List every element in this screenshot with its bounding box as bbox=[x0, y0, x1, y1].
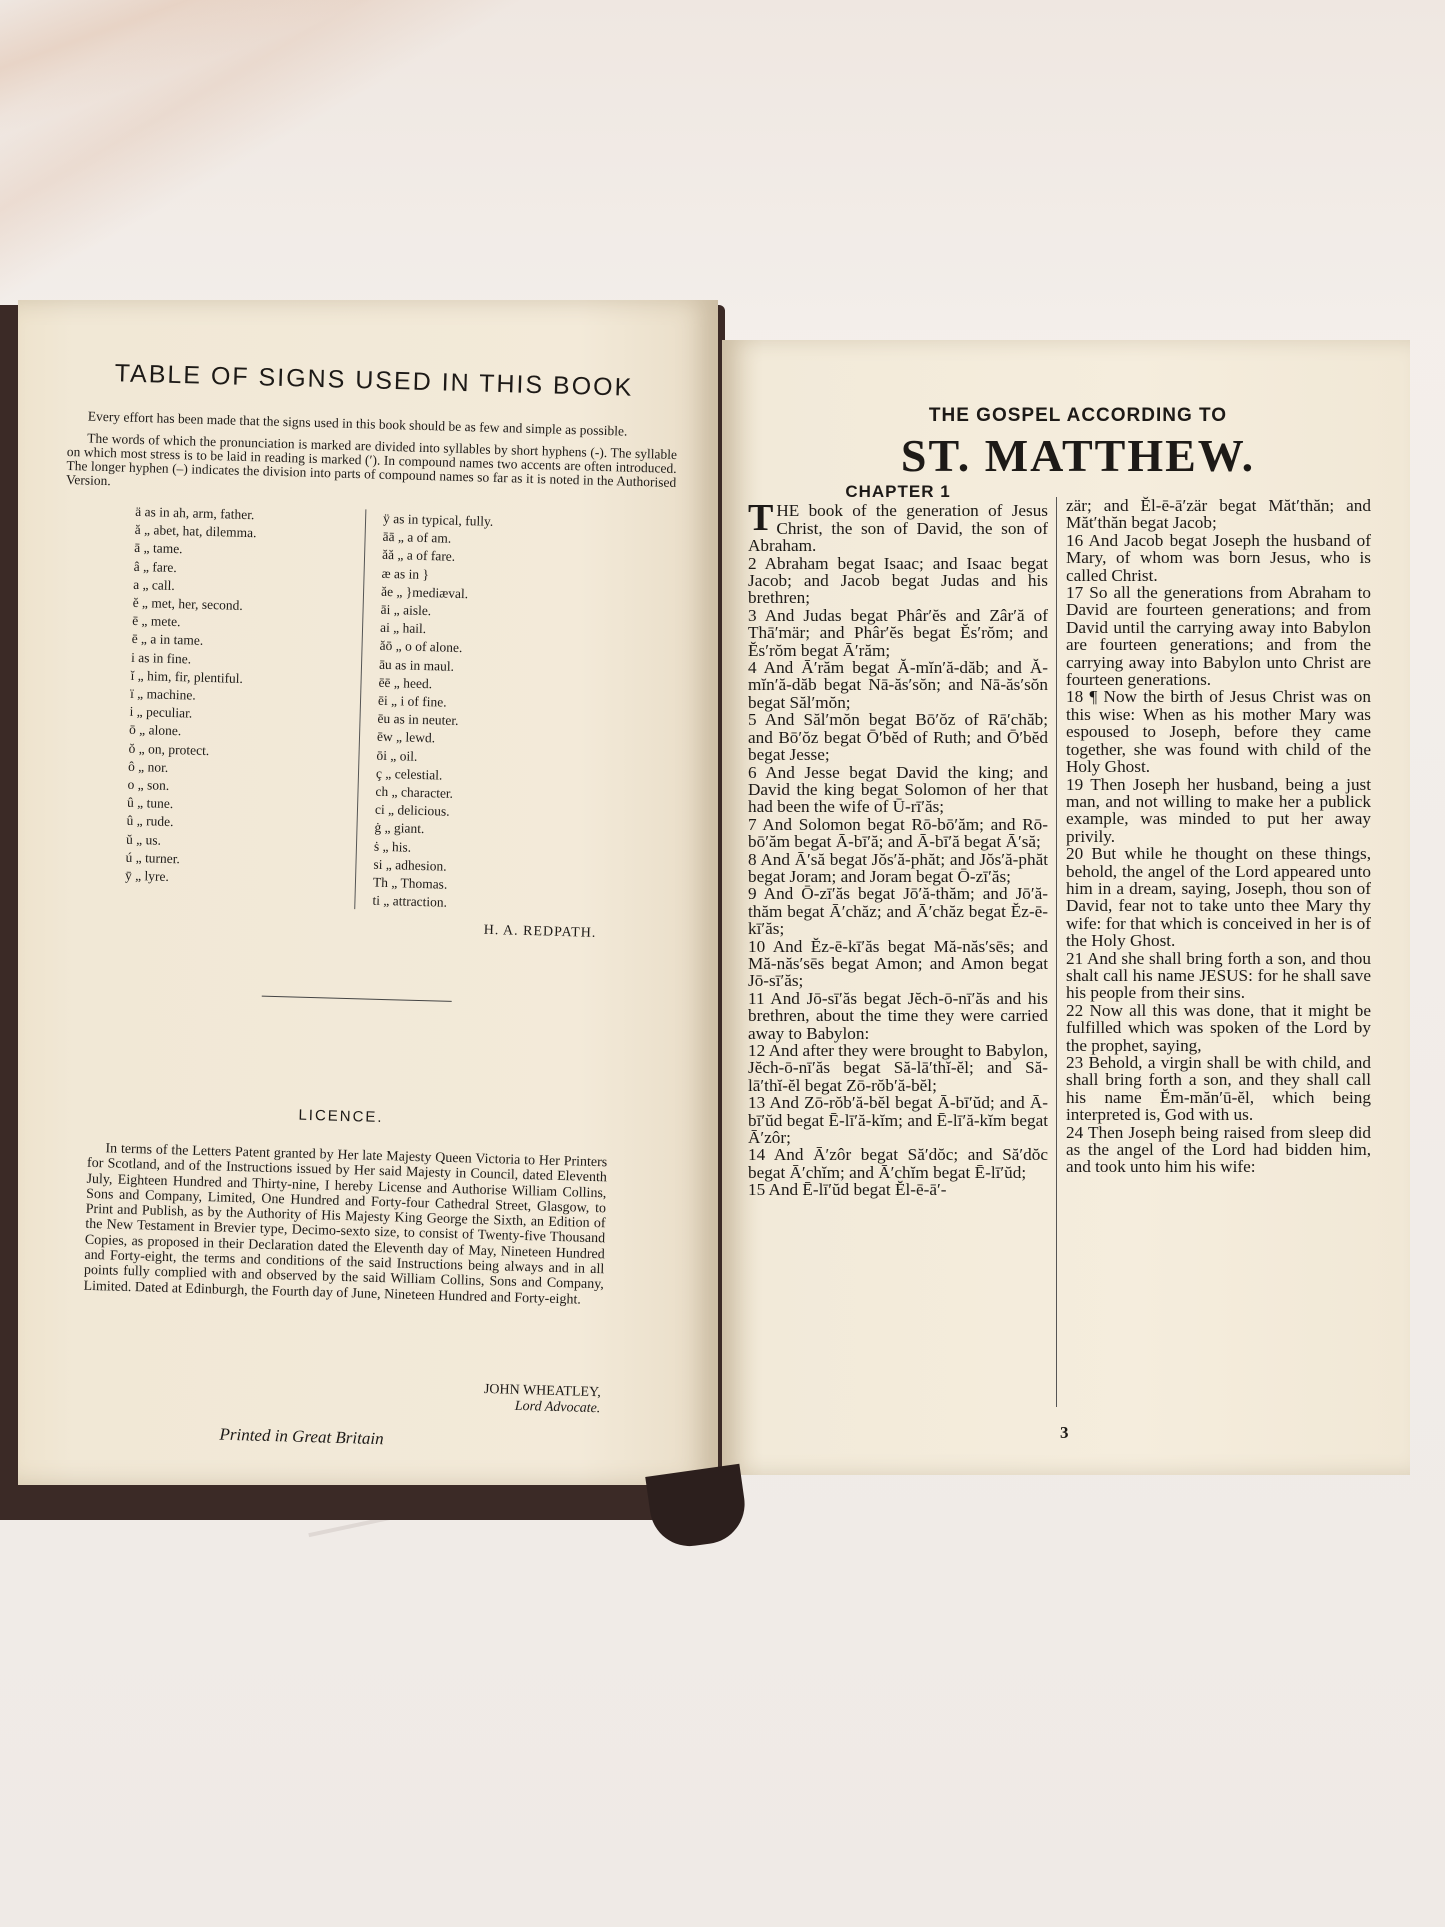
sign-entry: ōi „ oil. bbox=[376, 747, 418, 764]
verse bbox=[748, 497, 1048, 556]
verse: 5 And Săl′mŏn begat Bō′ŏz of Rā′chăb; and Bō′ŏz begat Ō′bĕd of Ruth; and Ō′bĕd begat Jesse; bbox=[748, 710, 1048, 765]
sign-entry: ēē „ heed. bbox=[378, 674, 433, 692]
sign-entry: ā „ tame. bbox=[134, 540, 183, 557]
verse: 11 And Jō-sī′ăs begat Jĕch-ō-nī′ăs and his brethren, about the time they were carried away to Babylon: bbox=[748, 988, 1048, 1043]
verse: 20 But while he thought on these things, behold, the angel of the Lord appeared unto him in a dream, saying, Joseph, thou son of David, fear not to take unto thee Mary thy wife: for that which is conceived in her is of the Holy Ghost. bbox=[1066, 844, 1371, 951]
sign-entry: ô „ nor. bbox=[127, 758, 169, 775]
column-1-verses bbox=[748, 497, 1048, 1200]
sign-entry: āi „ aisle. bbox=[380, 601, 432, 619]
verse: 23 Behold, a virgin shall be with child, and shall bring forth a son, and they shall call his name Ĕm-măn′ū-ĕl, which being interpreted is, God with us. bbox=[1066, 1053, 1371, 1125]
sign-entry: æ as in } bbox=[381, 565, 430, 582]
licence-signer bbox=[400, 1380, 601, 1418]
bookmark-ribbon bbox=[645, 1464, 750, 1551]
sign-entry: ēw „ lewd. bbox=[376, 729, 436, 746]
verse: 19 Then Joseph her husband, being a just man, and not willing to make her a publick example, was minded to put her away privily. bbox=[1066, 774, 1371, 846]
verse: 9 And Ō-zī′ăs begat Jō′ă-thăm; and Jō′ă-thăm begat Ā′chăz; and Ā′chăz begat Ĕz-ē-kī′ăs; bbox=[748, 884, 1048, 939]
sign-entry: ci „ delicious. bbox=[374, 801, 450, 820]
verse-text: HE book of the generation of Jesus Christ, the son of David, the son of Abraham. bbox=[748, 501, 1048, 556]
drop-cap: T bbox=[748, 497, 774, 540]
sign-entry: ĕ „ met, her, second. bbox=[132, 594, 243, 613]
gospel-heading: THE GOSPEL ACCORDING TO bbox=[928, 405, 1228, 426]
signs-column-left bbox=[125, 503, 366, 892]
sign-entry: ÿ as in typical, fully. bbox=[382, 510, 494, 529]
verse: 4 And Ā′răm begat Ă-mĭn′ă-dăb; and Ă-mĭn′ă-dăb begat Nā-ăs′sŏn; and Nā-ăs′sŏn begat Săl′mŏn; bbox=[748, 658, 1048, 712]
verse: zär; and Ĕl-ē-ā′zär begat Măt′thăn; and Măt′thăn begat Jacob; bbox=[1066, 496, 1371, 533]
signer-name: JOHN WHEATLEY, bbox=[483, 1381, 602, 1401]
sign-entry: ŏ „ on, protect. bbox=[128, 740, 210, 758]
sign-entry: ă „ abet, hat, dilemma. bbox=[134, 522, 257, 541]
verse: 16 And Jacob begat Joseph the husband of Mary, of whom was born Jesus, who is called Christ. bbox=[1066, 530, 1371, 585]
licence-text: In terms of the Letters Patent granted by Her late Majesty Queen Victoria to Her Printers for Scotland, and of the Instructions issued by Her said Majesty in Council, dated Eleventh July, Eighteen Hundred and Thirty-nine, I hereby License and Authorise William Collins, Sons and Company, Limited, One Hundred and Forty-four Cathedral Street, Glasgow, to Print and Publish, as by the Authority of His Majesty King George the Sixth, an Edition of the New Testament in Brevier type, Decimo-sexto size, to consist of Twenty-five Thousand Copies, as proposed in their Declaration dated the Eleventh day of May, Nineteen Hundred and Forty-eight, the terms and conditions of the said Instructions being always and in all points fully complied with and observed by the said William Collins, Sons and Company, Limited. Dated at Edinburgh, the Fourth day of June, Nineteen Hundred and Forty-eight. bbox=[83, 1141, 608, 1308]
column-2 bbox=[1066, 497, 1371, 1176]
printed-note: Printed in Great Britain bbox=[219, 1424, 384, 1449]
verse: 18 ¶ Now the birth of Jesus Christ was on this wise: When as his mother Mary was espoused to Joseph, before they came together, she was found with child of the Holy Ghost. bbox=[1066, 687, 1371, 777]
sign-entry: ē „ a in tame. bbox=[131, 631, 204, 649]
verse: 2 Abraham begat Isaac; and Isaac begat Jacob; and Jacob begat Judas and his brethren; bbox=[748, 553, 1048, 608]
sign-entry: ēi „ i of fine. bbox=[377, 692, 447, 710]
verse: 7 And Solomon begat Rō-bō′ăm; and Rō-bō′ăm begat Ā-bī′ă; and Ā-bī′ă begat Ā′să; bbox=[748, 814, 1048, 852]
sign-entry: i „ peculiar. bbox=[129, 704, 193, 721]
book-title: ST. MATTHEW. bbox=[900, 430, 1256, 481]
right-page-content bbox=[748, 405, 1388, 1442]
sign-entry: ēu as in neuter. bbox=[377, 710, 459, 729]
sign-entry: ȳ „ lyre. bbox=[124, 867, 170, 885]
sign-entry: ç „ celestial. bbox=[375, 765, 443, 783]
verse: 10 And Ĕz-ē-kī′ăs begat Mă-năs′sēs; and Mă-năs′sēs begat Amon; and Amon begat Jō-sī′ăs; bbox=[748, 936, 1048, 991]
column-1 bbox=[748, 483, 1048, 1199]
sign-entry: ú „ turner. bbox=[125, 849, 181, 867]
sign-entry: ē „ mete. bbox=[131, 613, 181, 630]
left-page-content bbox=[53, 340, 679, 1449]
sign-entry: ăă „ a of fare. bbox=[381, 547, 456, 565]
signs-table bbox=[53, 501, 675, 948]
sign-entry: ō „ alone. bbox=[128, 722, 182, 739]
sign-entry: û „ rude. bbox=[126, 813, 174, 830]
sign-entry: ï „ machine. bbox=[129, 685, 196, 703]
signer-role: Lord Advocate. bbox=[514, 1398, 601, 1417]
licence-title: LICENCE. bbox=[298, 1106, 384, 1127]
chapter-heading: CHAPTER 1 bbox=[845, 482, 951, 501]
sign-entry: ăō „ o of alone. bbox=[379, 638, 463, 656]
sign-entry: ġ „ giant. bbox=[374, 820, 425, 837]
page-title: TABLE OF SIGNS USED IN THIS BOOK bbox=[114, 359, 634, 402]
verse: 21 And she shall bring forth a son, and thou shalt call his name JESUS: for he shall save his people from their sins. bbox=[1066, 948, 1371, 1003]
sign-entry: ṡ „ his. bbox=[373, 838, 412, 855]
verse: 14 And Ā′zôr begat Să′dŏc; and Să′dŏc begat Ā′chĭm; and Ā′chĭm begat Ē-lī′ŭd; bbox=[748, 1145, 1048, 1182]
verse: 8 And Ā′să begat Jŏs′ă-phăt; and Jŏs′ă-phăt begat Joram; and Joram begat Ō-zī′ăs; bbox=[748, 849, 1048, 886]
intro-paragraph: The words of which the pronunciation is marked are divided into syllables by short hyphens (-). The syllable on which most stress is to be laid in reading is marked (′). In compound names two accents are often introduced. The longer hyphen (–) indicates the division into parts of compound names so far as it is noted in the Authorised Version. bbox=[65, 430, 678, 490]
sign-entry: si „ adhesion. bbox=[373, 856, 447, 874]
column-divider bbox=[1056, 497, 1057, 1407]
signs-column-right bbox=[372, 510, 623, 917]
verse: 15 And Ē-lī′ŭd begat Ĕl-ē-ā′- bbox=[748, 1180, 947, 1200]
sign-entry: â „ fare. bbox=[133, 558, 178, 575]
verse: 17 So all the generations from Abraham to David are fourteen generations; and from David until the carrying away into Babylon are fourteen generations; and from the carrying away into Babylon unto Christ are fourteen generations. bbox=[1066, 583, 1371, 690]
signature: H. A. REDPATH. bbox=[483, 922, 597, 941]
sign-entry: ăe „ }mediæval. bbox=[380, 583, 469, 602]
verse: 12 And after they were brought to Babylon, Jĕch-ō-nī′ăs begat Să-lā′thĭ-ĕl; and Să-lā′thĭ-ĕl begat Zō-rŏb′ă-bĕl; bbox=[748, 1041, 1048, 1095]
page-number: 3 bbox=[1060, 1423, 1069, 1442]
text-columns bbox=[748, 482, 1388, 1442]
verse: 24 Then Joseph being raised from sleep did as the angel of the Lord had bidden him, and took unto him his wife: bbox=[1066, 1122, 1371, 1177]
sign-entry: û „ tune. bbox=[126, 795, 174, 812]
sign-entry: ai „ hail. bbox=[379, 619, 427, 637]
sign-entry: ti „ attraction. bbox=[372, 892, 448, 911]
verse: 13 And Zō-rŏb′ă-bĕl begat Ā-bī′ŭd; and Ā-bī′ŭd begat Ē-lī′ă-kĭm; and Ē-lī′ă-kĭm begat Ā′zôr; bbox=[748, 1093, 1048, 1148]
sign-entry: o „ son. bbox=[127, 776, 170, 793]
sign-entry: ŭ „ us. bbox=[125, 831, 162, 848]
verse: 6 And Jesse begat David the king; and David the king begat Solomon of her that had been the wife of Ū-rī′ăs; bbox=[748, 762, 1048, 817]
sign-entry: āu as in maul. bbox=[378, 656, 455, 674]
sign-entry: a „ call. bbox=[132, 576, 176, 593]
sign-entry: ä as in ah, arm, father. bbox=[135, 503, 255, 523]
sign-entry: Th „ Thomas. bbox=[372, 874, 448, 892]
wooden-table-background bbox=[0, 0, 1445, 330]
verse: 3 And Judas begat Phâr′ĕs and Zâr′ă of Thā′mär; and Phâr′ĕs begat Ĕs′rŏm; and Ĕs′rŏm begat Ā′răm; bbox=[748, 605, 1048, 660]
sign-entry: ch „ character. bbox=[375, 783, 454, 801]
sign-entry: i as in fine. bbox=[130, 649, 192, 667]
intro-paragraph: Every effort has been made that the signs used in this book should be as few and simple as possible. bbox=[87, 408, 628, 439]
sign-entry: āā „ a of am. bbox=[382, 529, 452, 546]
sign-entry: ĭ „ him, fir, plentiful. bbox=[130, 667, 244, 686]
verse: 22 Now all this was done, that it might be fulfilled which was spoken of the Lord by the prophet, saying, bbox=[1066, 1000, 1371, 1055]
